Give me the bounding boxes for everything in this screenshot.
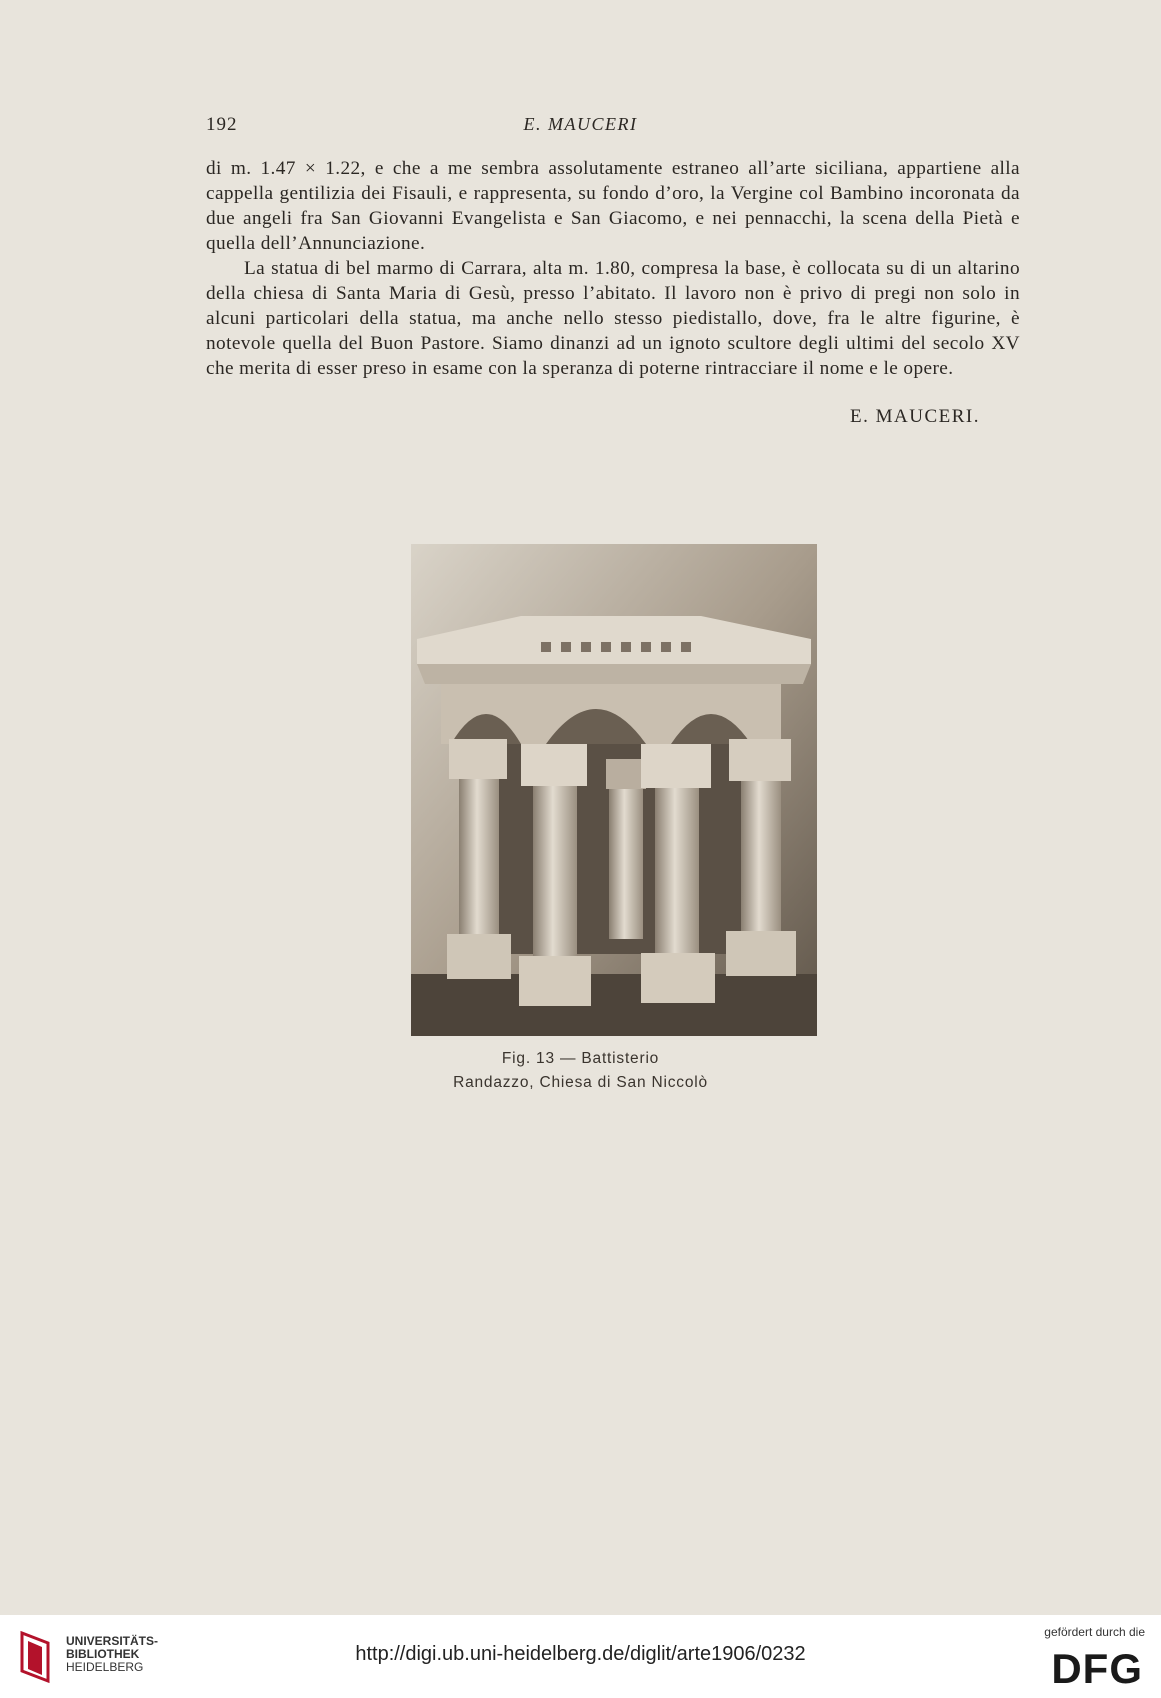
- caption-line: Fig. 13 — Battisterio: [501, 1050, 660, 1067]
- footer-bar: [0, 1615, 1161, 1698]
- dfg-logo: DFG: [1051, 1645, 1143, 1692]
- library-name: UNIVERSITÄTS- BIBLIOTHEK HEIDELBERG: [66, 1634, 159, 1674]
- figure-photo-baptismal-font: [411, 544, 817, 1036]
- figure-caption: [0, 1047, 1161, 1095]
- caption-line: Randazzo, Chiesa di San Niccolò: [453, 1074, 708, 1091]
- paragraph: di m. 1.47 × 1.22, e che a me sembra assolutamente estraneo all’arte siciliana, appartiene alla cappella gentilizia dei Fisauli, e rappresenta, su fondo d’oro, la Vergine col Bambino incoronata da due angeli fra San Giovanni Evangelista e San Giacomo, e nei pennacchi, la scena della Pietà e quella dell’Annunciazione.: [206, 158, 1020, 254]
- body-text: [206, 156, 1020, 381]
- paragraph: La statua di bel marmo di Carrara, alta m. 1.80, compresa la base, è collocata su di un altarino della chiesa di Santa Maria di Gesù, presso l’abitato. Il lavoro non è privo di pregi non solo in alcuni particolari della statua, ma anche nello stesso piedistallo, dove, fra le altre figurine, è notevole quella del Buon Pastore. Siamo dinanzi ad un ignoto scultore degli ultimi del secolo XV che merita di esser preso in esame con la speranza di poterne rintracciare il nome e le opere.: [206, 258, 1020, 379]
- author-signature: E. MAUCERI.: [850, 406, 980, 427]
- funded-by-label: gefördert durch die: [1044, 1625, 1145, 1639]
- page-number: 192: [206, 114, 238, 135]
- running-head: [0, 114, 1161, 138]
- baptismal-font-illustration: [411, 544, 817, 1036]
- source-url-link[interactable]: http://digi.ub.uni-heidelberg.de/diglit/arte1906/0232: [355, 1643, 806, 1665]
- running-title: E. MAUCERI: [523, 114, 638, 134]
